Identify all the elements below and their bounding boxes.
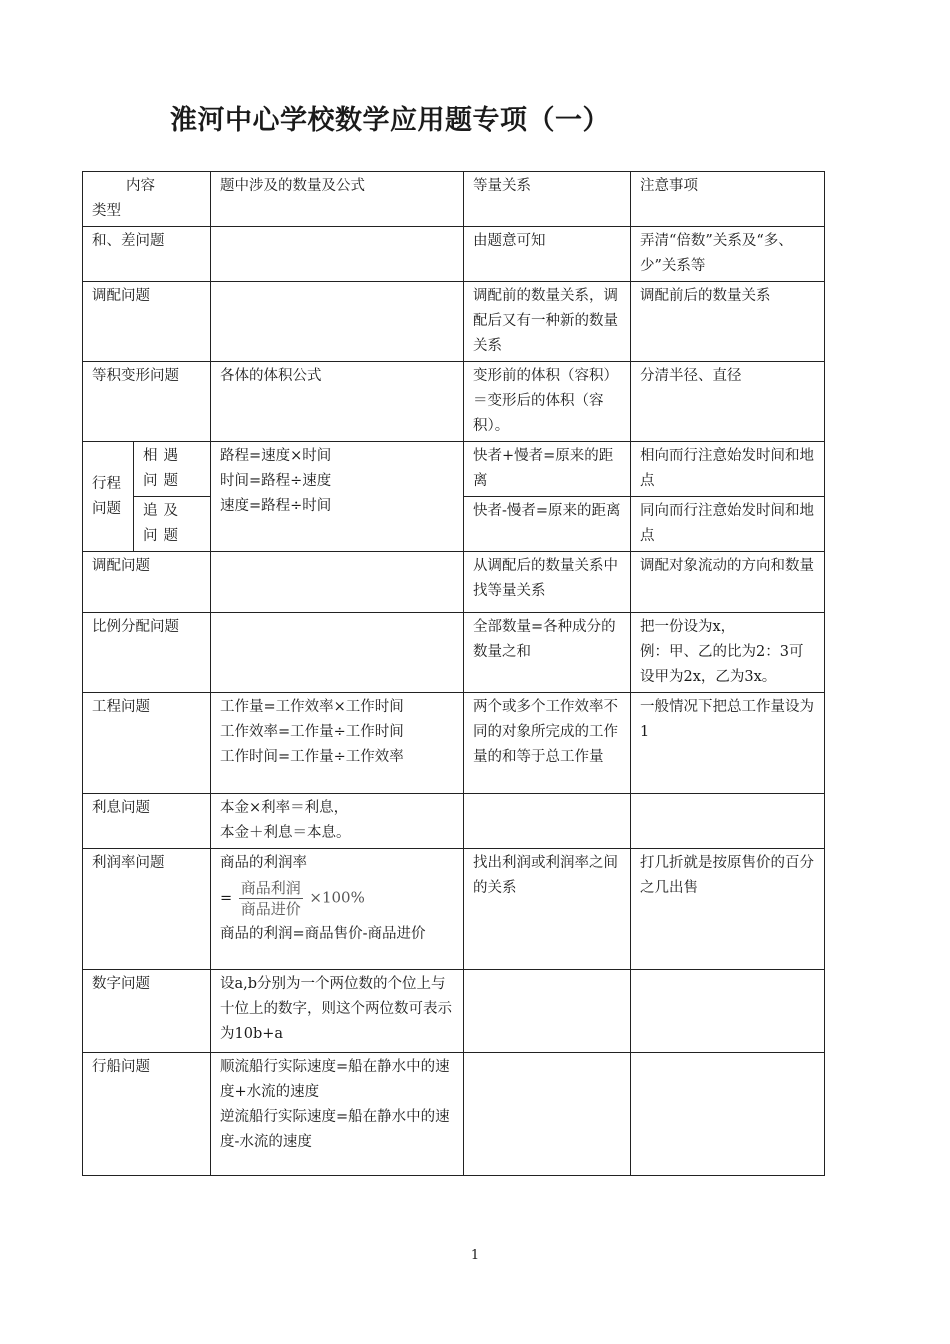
table-header-row xyxy=(83,172,825,227)
page-number: 1 xyxy=(470,1248,480,1263)
row-relation xyxy=(464,1053,631,1176)
fraction-denominator: 商品进价 xyxy=(240,900,301,918)
row-relation: 由题意可知 xyxy=(464,227,631,282)
row-type: 调配问题 xyxy=(83,282,211,362)
math-problems-table xyxy=(82,171,825,1176)
header-content-type xyxy=(83,172,211,227)
row-relation xyxy=(464,970,631,1053)
row-note: 一般情况下把总工作量设为1 xyxy=(631,693,825,794)
row-formula: 设a,b分别为一个两位数的个位上与十位上的数字，则这个两位数可表示为10b+a xyxy=(211,970,464,1053)
row-formula xyxy=(211,282,464,362)
formula-line: 商品的利润=商品售价-商品进价 xyxy=(220,926,426,942)
row-type: 工程问题 xyxy=(83,693,211,794)
xingcheng-label-2: 问题 xyxy=(92,500,121,517)
row-formula xyxy=(211,849,464,970)
row-formula xyxy=(211,693,464,794)
row-note xyxy=(631,794,825,849)
header-type-label: 类型 xyxy=(92,203,121,219)
formula-line: 商品的利润率 xyxy=(220,855,307,871)
formula-line: 顺流船行实际速度=船在静水中的速度+水流的速度 xyxy=(220,1059,450,1100)
xingcheng-label-1: 行程 xyxy=(92,475,121,492)
fraction-suffix: ×100% xyxy=(309,888,365,907)
row-formula xyxy=(211,1053,464,1176)
fraction-numerator: 商品利润 xyxy=(240,879,301,897)
row-note: 调配对象流动的方向和数量 xyxy=(631,552,825,613)
subtype-zhuiji: 追及问题 xyxy=(134,497,211,552)
row-note: 弄清“倍数”关系及“多、少”关系等 xyxy=(631,227,825,282)
row-note: 调配前后的数量关系 xyxy=(631,282,825,362)
row-relation xyxy=(464,794,631,849)
formula-line: 逆流船行实际速度=船在静水中的速度-水流的速度 xyxy=(220,1109,450,1150)
header-formulas: 题中涉及的数量及公式 xyxy=(211,172,464,227)
row-relation: 快者+慢者=原来的距离 xyxy=(464,442,631,497)
note-line: 例：甲、乙的比为2：3可设甲为2x，乙为3x。 xyxy=(640,644,804,685)
table-row xyxy=(83,970,825,1053)
header-notes: 注意事项 xyxy=(631,172,825,227)
row-relation: 从调配后的数量关系中找等量关系 xyxy=(464,552,631,613)
table-row xyxy=(83,282,825,362)
table-row xyxy=(83,693,825,794)
row-relation: 变形前的体积（容积）＝变形后的体积（容积）。 xyxy=(464,362,631,442)
table-row xyxy=(83,1053,825,1176)
formula-line: 工作量=工作效率×工作时间 xyxy=(220,699,404,715)
row-type: 比例分配问题 xyxy=(83,613,211,693)
row-type: 数字问题 xyxy=(83,970,211,1053)
formula-line: 本金＋利息＝本息。 xyxy=(220,825,351,841)
document-title: 淮河中心学校数学应用题专项（一） xyxy=(170,105,610,136)
row-note xyxy=(631,970,825,1053)
row-type: 行船问题 xyxy=(83,1053,211,1176)
header-relation: 等量关系 xyxy=(464,172,631,227)
row-relation: 全部数量=各种成分的数量之和 xyxy=(464,613,631,693)
row-relation: 调配前的数量关系，调配后又有一种新的数量关系 xyxy=(464,282,631,362)
fraction xyxy=(239,878,303,919)
row-type: 利润率问题 xyxy=(83,849,211,970)
row-formula xyxy=(211,794,464,849)
header-content-label: 内容 xyxy=(126,178,155,194)
subtype-xiangyu: 相遇问题 xyxy=(134,442,211,497)
row-note xyxy=(631,613,825,693)
row-type: 等积变形问题 xyxy=(83,362,211,442)
row-type-xingcheng xyxy=(83,442,134,552)
row-type: 和、差问题 xyxy=(83,227,211,282)
formula-line: 速度=路程÷时间 xyxy=(220,498,332,514)
formula-line: 工作时间=工作量÷工作效率 xyxy=(220,749,404,765)
table-row xyxy=(83,552,825,613)
row-formula xyxy=(211,552,464,613)
table-row xyxy=(83,362,825,442)
formula-line: 本金×利率＝利息， xyxy=(220,800,349,816)
formula-line: 工作效率=工作量÷工作时间 xyxy=(220,724,404,740)
note-line: 把一份设为x， xyxy=(640,619,736,635)
row-note: 同向而行注意始发时间和地点 xyxy=(631,497,825,552)
row-formula-xingcheng xyxy=(211,442,464,552)
table-row xyxy=(83,794,825,849)
row-formula: 各体的体积公式 xyxy=(211,362,464,442)
formula-line: 时间=路程÷速度 xyxy=(220,473,332,489)
formula-line: 路程=速度×时间 xyxy=(220,448,332,464)
row-note: 打几折就是按原售价的百分之几出售 xyxy=(631,849,825,970)
row-note xyxy=(631,1053,825,1176)
row-relation: 两个或多个工作效率不同的对象所完成的工作量的和等于总工作量 xyxy=(464,693,631,794)
table-row xyxy=(83,227,825,282)
row-formula xyxy=(211,613,464,693)
row-formula xyxy=(211,227,464,282)
profit-rate-formula xyxy=(220,878,455,919)
row-note: 相向而行注意始发时间和地点 xyxy=(631,442,825,497)
row-relation: 找出利润或利润率之间的关系 xyxy=(464,849,631,970)
row-relation: 快者-慢者=原来的距离 xyxy=(464,497,631,552)
row-type: 利息问题 xyxy=(83,794,211,849)
table-row xyxy=(83,613,825,693)
row-note: 分清半径、直径 xyxy=(631,362,825,442)
equals-sign: = xyxy=(220,890,233,907)
table-row xyxy=(83,849,825,970)
row-type: 调配问题 xyxy=(83,552,211,613)
table-row xyxy=(83,442,825,497)
